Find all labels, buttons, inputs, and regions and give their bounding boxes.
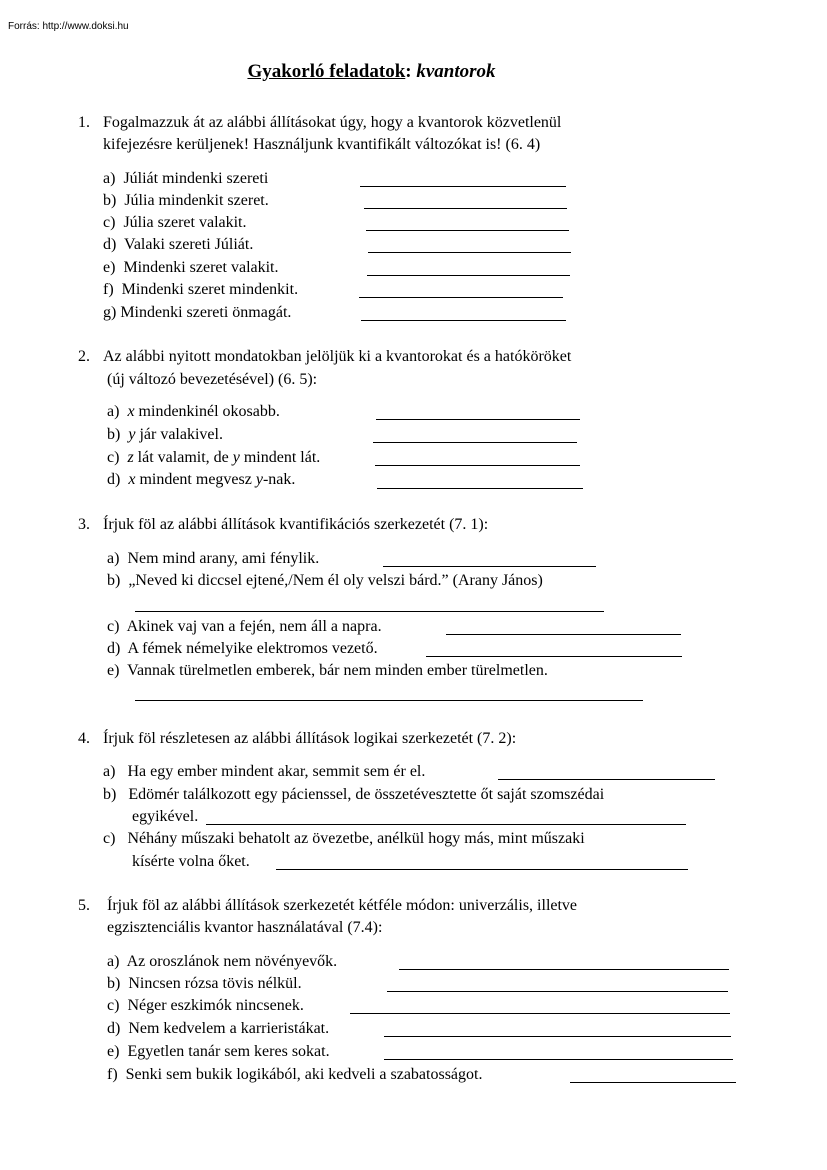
answer-blank[interactable] xyxy=(498,779,715,780)
task-5-number: 5. xyxy=(78,897,90,914)
source-note: Forrás: http://www.doksi.hu xyxy=(8,21,129,32)
task-3-item-c: c) Akinek vaj van a fején, nem áll a napra. xyxy=(107,618,382,635)
task-5-text-line-1: Írjuk föl az alábbi állítások szerkezetét kétféle módon: univerzális, illetve xyxy=(107,897,578,914)
answer-blank[interactable] xyxy=(446,634,681,635)
task-4-item-c-cont: kísérte volna őket. xyxy=(132,853,250,870)
task-1-number: 1. xyxy=(78,114,90,131)
answer-blank[interactable] xyxy=(360,186,566,187)
task-1-item-f: f) Mindenki szeret mindenkit. xyxy=(103,281,299,298)
answer-blank[interactable] xyxy=(387,991,728,992)
task-1-item-c: c) Júlia szeret valakit. xyxy=(103,214,247,231)
task-5-item-d: d) Nem kedvelem a karrieristákat. xyxy=(107,1020,330,1037)
answer-blank[interactable] xyxy=(383,566,596,567)
task-4-number: 4. xyxy=(78,730,90,747)
answer-blank[interactable] xyxy=(384,1059,733,1060)
answer-blank[interactable] xyxy=(373,442,577,443)
task-2-text-line-2: (új változó bevezetésével) (6. 5): xyxy=(107,371,318,388)
task-5-item-f: f) Senki sem bukik logikából, aki kedveli a szabatosságot. xyxy=(107,1066,483,1083)
task-1-item-g: g) Mindenki szereti önmagát. xyxy=(103,304,292,321)
page-title xyxy=(0,61,743,83)
task-2-text-line-1: Az alábbi nyitott mondatokban jelöljük ki a kvantorokat és a hatóköröket xyxy=(103,348,572,365)
task-2-item-d: d) x mindent megvesz y-nak. xyxy=(107,471,296,488)
answer-blank[interactable] xyxy=(206,824,686,825)
answer-blank[interactable] xyxy=(135,700,643,701)
answer-blank[interactable] xyxy=(375,465,580,466)
task-2-item-b: b) y jár valakivel. xyxy=(107,426,223,443)
task-5-item-a: a) Az oroszlánok nem növényevők. xyxy=(107,953,338,970)
task-2-item-c: c) z lát valamit, de y mindent lát. xyxy=(107,449,321,466)
task-5-item-b: b) Nincsen rózsa tövis nélkül. xyxy=(107,975,302,992)
task-3-item-e: e) Vannak türelmetlen emberek, bár nem minden ember türelmetlen. xyxy=(107,662,548,679)
task-5-text-line-2: egzisztenciális kvantor használatával (7.4): xyxy=(107,919,383,936)
task-4-item-b: b) Edömér találkozott egy pácienssel, de összetévesztette őt saját szomszédai xyxy=(103,786,605,803)
answer-blank[interactable] xyxy=(367,275,570,276)
task-4-item-a: a) Ha egy ember mindent akar, semmit sem ér el. xyxy=(103,763,426,780)
task-4-item-c: c) Néhány műszaki behatolt az övezetbe, anélkül hogy más, mint műszaki xyxy=(103,830,585,847)
task-3-text-line-1: Írjuk föl az alábbi állítások kvantifikációs szerkezetét (7. 1): xyxy=(103,516,489,533)
answer-blank[interactable] xyxy=(361,320,566,321)
answer-blank[interactable] xyxy=(359,297,563,298)
task-5-item-c: c) Néger eszkimók nincsenek. xyxy=(107,997,304,1014)
task-4-item-b-cont: egyikével. xyxy=(132,808,199,825)
title-main: Gyakorló feladatok xyxy=(247,61,406,82)
answer-blank[interactable] xyxy=(135,611,604,612)
answer-blank[interactable] xyxy=(276,869,688,870)
title-colon: : xyxy=(405,61,412,82)
task-3-item-b: b) „Neved ki diccsel ejtené,/Nem él oly velszi bárd.” (Arany János) xyxy=(107,572,543,589)
task-1-text-line-1: Fogalmazzuk át az alábbi állításokat úgy, hogy a kvantorok közvetlenül xyxy=(103,114,562,131)
task-2-item-a: a) x mindenkinél okosabb. xyxy=(107,403,280,420)
answer-blank[interactable] xyxy=(399,969,729,970)
answer-blank[interactable] xyxy=(368,252,571,253)
answer-blank[interactable] xyxy=(350,1013,730,1014)
answer-blank[interactable] xyxy=(377,488,583,489)
title-sub: kvantorok xyxy=(416,61,496,82)
task-1-item-b: b) Júlia mindenkit szeret. xyxy=(103,192,269,209)
task-5-item-e: e) Egyetlen tanár sem keres sokat. xyxy=(107,1043,330,1060)
task-1-text-line-2: kifejezésre kerüljenek! Használjunk kvantifikált változókat is! (6. 4) xyxy=(103,136,541,153)
task-1-item-d: d) Valaki szereti Júliát. xyxy=(103,236,254,253)
task-2-number: 2. xyxy=(78,348,90,365)
task-1-item-e: e) Mindenki szeret valakit. xyxy=(103,259,279,276)
task-3-item-d: d) A fémek némelyike elektromos vezető. xyxy=(107,640,378,657)
answer-blank[interactable] xyxy=(366,230,569,231)
answer-blank[interactable] xyxy=(364,208,567,209)
answer-blank[interactable] xyxy=(426,656,682,657)
task-1-item-a: a) Júliát mindenki szereti xyxy=(103,170,269,187)
answer-blank[interactable] xyxy=(384,1036,731,1037)
task-4-text-line-1: Írjuk föl részletesen az alábbi állítások logikai szerkezetét (7. 2): xyxy=(103,730,517,747)
task-3-item-a: a) Nem mind arany, ami fénylik. xyxy=(107,550,320,567)
answer-blank[interactable] xyxy=(570,1082,736,1083)
answer-blank[interactable] xyxy=(376,419,580,420)
task-3-number: 3. xyxy=(78,516,90,533)
